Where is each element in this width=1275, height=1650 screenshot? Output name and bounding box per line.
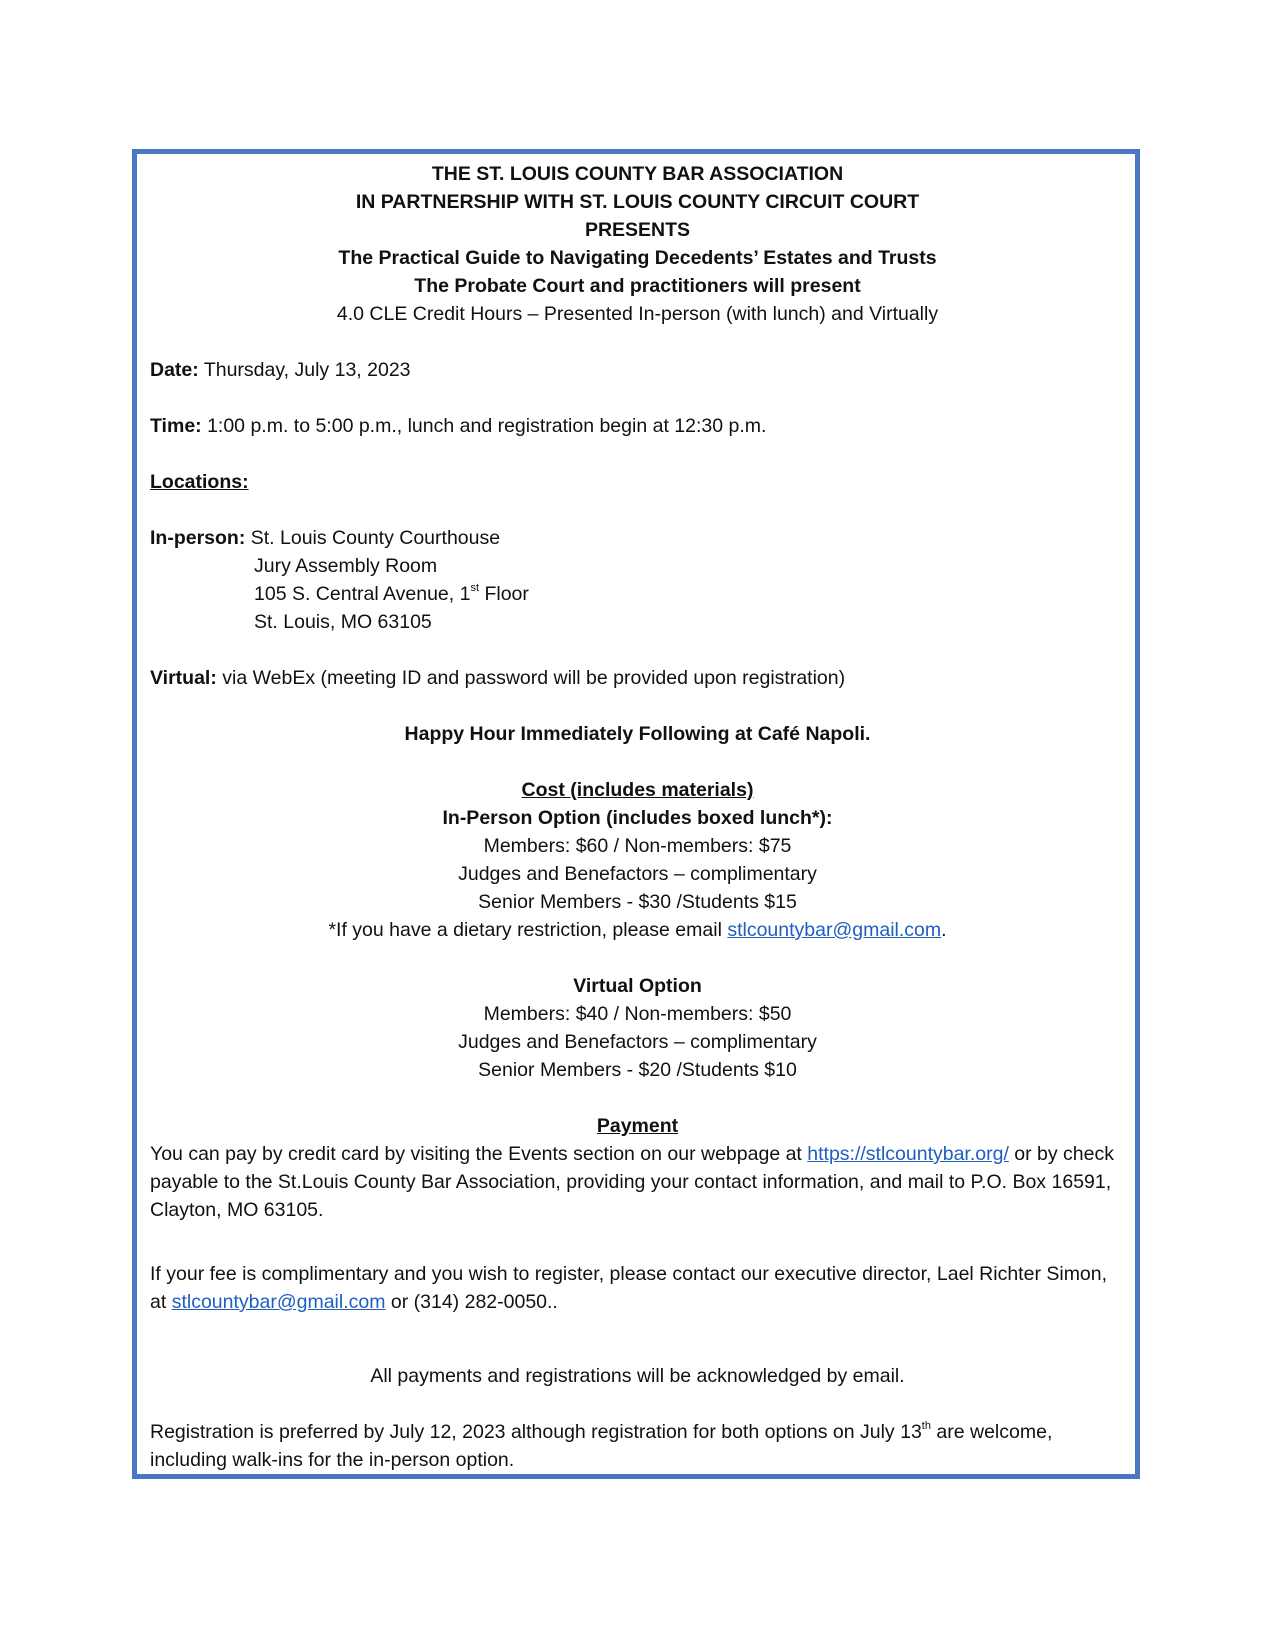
locations-heading: Locations: bbox=[150, 471, 249, 493]
in-person-option-heading: In-Person Option (includes boxed lunch*): bbox=[442, 807, 833, 829]
registration-paragraph bbox=[150, 1418, 1125, 1474]
header-block bbox=[150, 160, 1125, 300]
date-row bbox=[150, 356, 1125, 384]
acknowledgement-note: All payments and registrations will be acknowledged by email. bbox=[370, 1365, 905, 1387]
dietary-note bbox=[150, 916, 1125, 944]
date-value: Thursday, July 13, 2023 bbox=[198, 359, 411, 381]
event-subtitle: The Probate Court and practitioners will present bbox=[414, 275, 861, 297]
cost-heading: Cost (includes materials) bbox=[521, 779, 754, 801]
address-line-1: St. Louis County Courthouse bbox=[245, 527, 501, 549]
virtual-senior-price: Senior Members - $20 /Students $10 bbox=[478, 1059, 797, 1081]
registration-text: Registration is preferred by July 12, 2023 although registration for both options on July 13 bbox=[150, 1421, 922, 1443]
payment-text: You can pay by credit card by visiting the Events section on our webpage at bbox=[150, 1143, 808, 1165]
virtual-option-heading: Virtual Option bbox=[573, 975, 702, 997]
time-value: 1:00 p.m. to 5:00 p.m., lunch and registration begin at 12:30 p.m. bbox=[201, 415, 767, 437]
happy-hour: Happy Hour Immediately Following at Café Napoli. bbox=[404, 723, 871, 745]
header-presents: PRESENTS bbox=[584, 219, 691, 241]
in-person-row bbox=[150, 524, 1125, 552]
payment-text-cont: or by check payable to the St.Louis County Bar Association, providing your contact information, and mail to P.O. Box 16591, Clayton, MO 63105. bbox=[150, 1143, 1115, 1221]
in-person-label: In-person: bbox=[150, 527, 246, 549]
contact-phone: or (314) 282-0050.. bbox=[385, 1291, 558, 1313]
virtual-judges-price: Judges and Benefactors – complimentary bbox=[458, 1031, 817, 1053]
address-line-3-floor: Floor bbox=[479, 583, 529, 605]
event-title: The Practical Guide to Navigating Decedents’ Estates and Trusts bbox=[338, 247, 937, 269]
dietary-note-text: *If you have a dietary restriction, please email bbox=[328, 919, 728, 941]
date-label: Date: bbox=[150, 359, 199, 381]
time-row bbox=[150, 412, 1125, 440]
ordinal-suffix: st bbox=[470, 581, 480, 594]
cle-credit-line: 4.0 CLE Credit Hours – Presented In-person (with lunch) and Virtually bbox=[336, 303, 939, 325]
dietary-period: . bbox=[941, 919, 947, 941]
virtual-label: Virtual: bbox=[150, 667, 217, 689]
payment-paragraph bbox=[150, 1140, 1125, 1224]
virtual-value: via WebEx (meeting ID and password will be provided upon registration) bbox=[216, 667, 846, 689]
time-label: Time: bbox=[150, 415, 202, 437]
cost-section bbox=[150, 776, 1125, 1084]
dietary-email-link[interactable]: stlcountybar@gmail.com bbox=[727, 919, 942, 941]
in-person-judges-price: Judges and Benefactors – complimentary bbox=[458, 863, 817, 885]
ordinal-suffix: th bbox=[921, 1419, 931, 1432]
contact-email-link[interactable]: stlcountybar@gmail.com bbox=[171, 1291, 386, 1313]
header-partnership: IN PARTNERSHIP WITH ST. LOUIS COUNTY CIRCUIT COURT bbox=[355, 191, 920, 213]
website-link[interactable]: https://stlcountybar.org/ bbox=[807, 1143, 1009, 1165]
header-org: THE ST. LOUIS COUNTY BAR ASSOCIATION bbox=[431, 163, 844, 185]
address-line-2: Jury Assembly Room bbox=[254, 555, 438, 577]
complimentary-paragraph bbox=[150, 1260, 1125, 1316]
registration-text-cont: are welcome, including walk-ins for the in-person option. bbox=[150, 1421, 1053, 1471]
in-person-member-price: Members: $60 / Non-members: $75 bbox=[483, 835, 792, 857]
virtual-row bbox=[150, 664, 1125, 692]
address-line-4: St. Louis, MO 63105 bbox=[254, 611, 432, 633]
flyer-content bbox=[150, 160, 1125, 1474]
complimentary-text: If your fee is complimentary and you wish to register, please contact our executive director, Lael Richter Simon, at bbox=[150, 1263, 1108, 1313]
virtual-member-price: Members: $40 / Non-members: $50 bbox=[483, 1003, 792, 1025]
in-person-senior-price: Senior Members - $30 /Students $15 bbox=[478, 891, 797, 913]
address-line-3-text: 105 S. Central Avenue, 1 bbox=[254, 583, 471, 605]
payment-heading: Payment bbox=[596, 1115, 679, 1137]
address-line-3 bbox=[150, 580, 1125, 608]
